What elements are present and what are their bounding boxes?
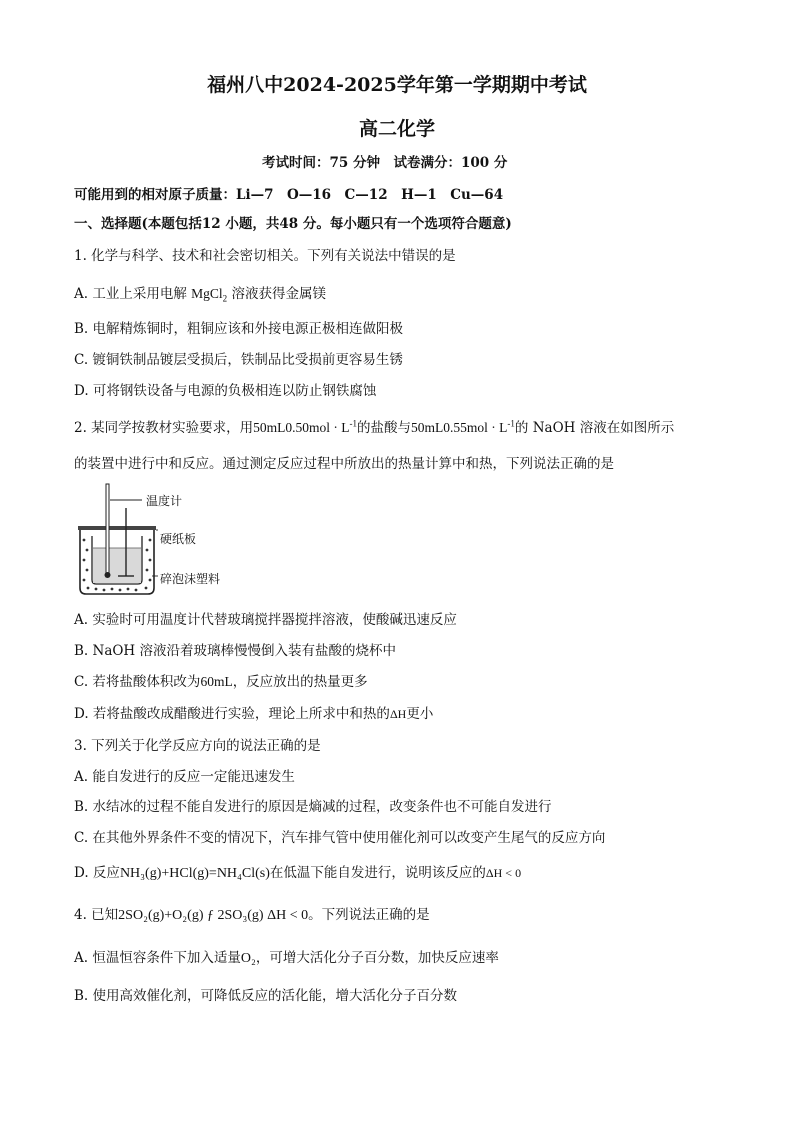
q3-option-c: C. 在其他外界条件不变的情况下，汽车排气管中使用催化剂可以改变产生尾气的反应方向: [74, 830, 606, 846]
q4-stem-prefix: 4. 已知: [74, 907, 119, 923]
q4-option-a: [74, 946, 499, 967]
q4-option-b: B. 使用高效催化剂，可降低反应的活化能，增大活化分子百分数: [74, 988, 458, 1004]
q4-stem-equation: 2SO₂(g)+O₂(g) ƒ 2SO₃(g) ΔH < 0: [118, 908, 309, 923]
q2-c-suffix: ，反应放出的热量更多: [232, 674, 368, 690]
exam-subtitle: 高二化学: [358, 118, 435, 140]
q3-d-equation: NH₃(g)+HCl(g)=NH₄Cl(s): [119, 866, 270, 881]
q2-option-d: [74, 702, 433, 722]
q3-option-a: A. 能自发进行的反应一定能迅速发生: [74, 769, 295, 785]
q1-a-formula-sub: 2: [222, 293, 228, 304]
q2-l1-b: 的盐酸与: [357, 420, 412, 436]
q1-a-suffix: 溶液获得金属镁: [231, 286, 326, 302]
section-heading: 一、选择题(本题包括12 小题，共48 分。每小题只有一个选项符合题意): [74, 216, 512, 232]
q3-option-d: [74, 861, 521, 882]
q2-d-symbol: ΔH: [389, 707, 407, 721]
q3-d-condition: ΔH < 0: [485, 866, 522, 880]
label-cardboard: 硬纸板: [160, 532, 197, 546]
q2-option-b: B. NaOH 溶液沿着玻璃棒慢慢倒入装有盐酸的烧杯中: [74, 643, 396, 659]
q4-a-prefix: A. 恒温恒容条件下加入适量: [74, 950, 241, 966]
q2-l1-v2-sup: -1: [507, 418, 515, 429]
q1-option-b: B. 电解精炼铜时，粗铜应该和外接电源正极相连做阳极: [74, 321, 404, 337]
label-foam: 碎泡沫塑料: [160, 572, 221, 586]
q2-l1-v1: [253, 420, 357, 435]
q2-l1-v2: [411, 420, 515, 435]
calorimeter-figure: [74, 480, 254, 600]
q2-option-c: [74, 670, 368, 690]
q4-a-formula: O₂: [240, 951, 256, 966]
q1-option-a: [74, 282, 326, 302]
q4-stem-suffix: 。下列说法正确的是: [308, 907, 430, 923]
exam-title: 福州八中2024-2025学年第一学期期中考试: [207, 74, 587, 96]
q3-d-prefix: D. 反应: [74, 865, 120, 881]
atomic-masses: 可能用到的相对原子质量：Li—7 O—16 C—12 H—1 Cu—64: [74, 187, 504, 203]
q2-stem-line2: 的装置中进行中和反应。通过测定反应过程中所放出的热量计算中和热，下列说法正确的是: [74, 456, 614, 472]
q3-option-b: B. 水结冰的过程不能自发进行的原因是熵减的过程，改变条件也不可能自发进行: [74, 799, 552, 815]
q1-a-formula: [191, 286, 228, 304]
q3-d-mid: 在低温下能自发进行，说明该反应的: [269, 865, 486, 881]
q2-l1-a: 2. 某同学按教材实验要求，用: [74, 420, 254, 436]
q2-c-value: 60mL: [200, 674, 233, 689]
label-thermometer: 温度计: [146, 494, 183, 508]
q2-l1-v1-main: 50mL0.50mol · L: [253, 420, 350, 435]
q2-d-prefix: D. 若将盐酸改成醋酸进行实验，理论上所求中和热的: [74, 706, 390, 722]
q1-a-formula-main: MgCl: [191, 286, 223, 301]
q4-stem: [74, 903, 430, 924]
q3-stem: 3. 下列关于化学反应方向的说法正确的是: [74, 738, 321, 754]
q1-option-c: C. 镀铜铁制品镀层受损后，铁制品比受损前更容易生锈: [74, 352, 403, 368]
q4-a-suffix: ，可增大活化分子百分数，加快反应速率: [255, 950, 499, 966]
q2-stem-line1: [74, 416, 674, 436]
q2-d-suffix: 更小: [406, 706, 434, 722]
q2-l1-v1-sup: -1: [349, 418, 358, 429]
exam-info: 考试时间：75 分钟 试卷满分：100 分: [262, 155, 508, 171]
q2-option-a: A. 实验时可用温度计代替玻璃搅拌器搅拌溶液，使酸碱迅速反应: [74, 612, 457, 628]
q1-stem: 1. 化学与科学、技术和社会密切相关。下列有关说法中错误的是: [74, 248, 456, 264]
q2-l1-c: 的 NaOH 溶液在如图所示: [514, 420, 675, 436]
q1-option-d: D. 可将钢铁设备与电源的负极相连以防止钢铁腐蚀: [74, 383, 377, 399]
q2-l1-v2-main: 50mL0.55mol · L: [411, 420, 508, 435]
q2-c-prefix: C. 若将盐酸体积改为: [74, 674, 201, 690]
q1-a-prefix: A. 工业上采用电解: [74, 286, 187, 302]
